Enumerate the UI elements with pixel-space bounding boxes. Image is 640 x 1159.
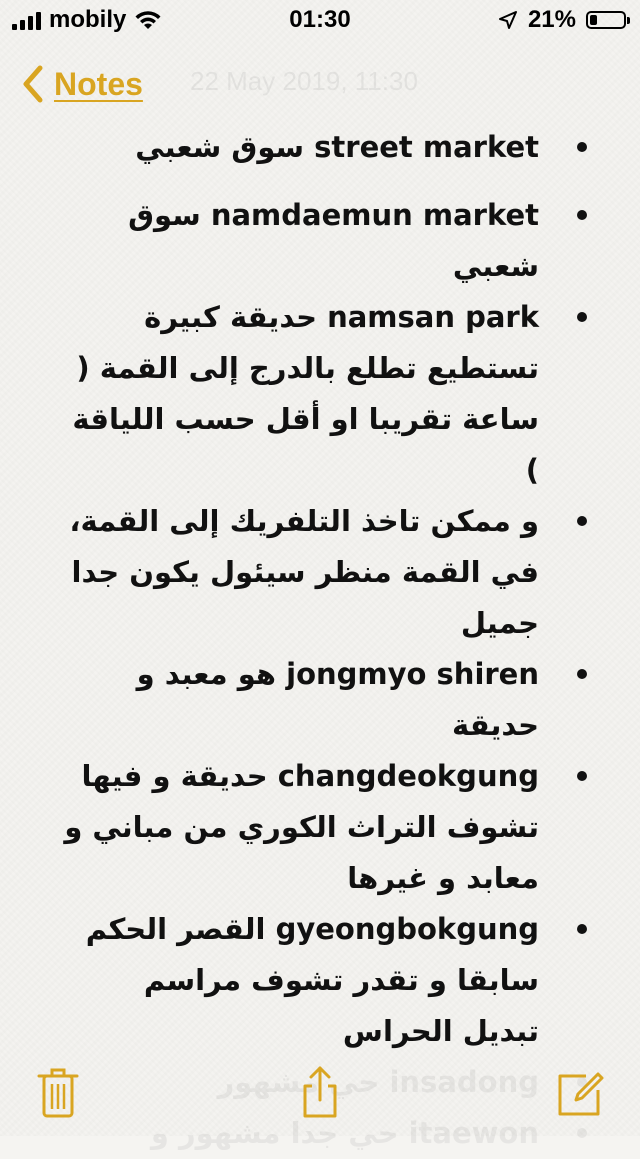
list-item [60, 496, 565, 649]
list-item-text: changdeokgung حديقة و فيها تشوف التراث الكوري من مباني و معابد و غيرها [64, 759, 539, 895]
bullet-icon [577, 516, 587, 526]
status-right [498, 6, 640, 34]
bullet-icon [577, 210, 587, 220]
bullet-list [60, 122, 565, 1159]
list-item-text: jongmyo shiren هو معبد و حديقة [136, 657, 539, 742]
battery-fill [590, 15, 597, 25]
back-button[interactable] [18, 56, 143, 112]
compose-icon [556, 1064, 604, 1120]
bullet-icon [577, 924, 587, 934]
bullet-icon [577, 771, 587, 781]
list-item-text: insadong حي مشهور [217, 1065, 539, 1099]
share-button[interactable] [296, 1064, 344, 1120]
note-body[interactable] [60, 122, 565, 1150]
list-item [60, 904, 565, 1057]
compose-button[interactable] [556, 1064, 604, 1120]
bullet-icon [577, 142, 587, 152]
chevron-left-icon [18, 62, 48, 106]
battery-icon [586, 11, 626, 29]
list-item-text: street market سوق شعبي [135, 130, 539, 164]
list-item [60, 649, 565, 751]
share-icon [296, 1064, 344, 1120]
list-item [60, 190, 565, 292]
status-bar [0, 0, 640, 40]
list-item [60, 751, 565, 904]
signal-icon [12, 10, 41, 30]
location-arrow-icon [498, 10, 518, 30]
note-date-ghost: 22 May 2019, 11:30 [190, 66, 418, 96]
bottom-toolbar [0, 1048, 640, 1136]
list-item [60, 122, 565, 173]
back-label: Notes [54, 65, 143, 102]
list-item-text: و ممكن تاخذ التلفريك إلى القمة، في القمة منظر سيئول يكون جدا جميل [69, 504, 539, 640]
list-item-text: namdaemun market سوق شعبي [128, 198, 539, 283]
list-item [60, 292, 565, 496]
battery-percent: 21% [527, 6, 576, 33]
carrier-label: mobily [49, 6, 127, 33]
list-spacer [60, 173, 565, 190]
bullet-icon [577, 312, 587, 322]
list-item-text: itaewon حي جدا مشهور و [150, 1116, 539, 1150]
trash-button[interactable] [34, 1064, 82, 1120]
wifi-icon [134, 9, 162, 31]
bullet-icon [577, 669, 587, 679]
status-left [0, 6, 162, 34]
list-item-text: namsan park حديقة كبيرة تستطيع تطلع بالدرج إلى القمة ( ساعة تقريبا او أقل حسب اللياقة ) [72, 300, 539, 487]
trash-icon [34, 1064, 82, 1120]
status-time: 01:30 [289, 6, 351, 33]
navigation-bar [0, 56, 640, 112]
list-item-text: gyeongbokgung القصر الحكم سابقا و تقدر تشوف مراسم تبديل الحراس [85, 912, 539, 1048]
